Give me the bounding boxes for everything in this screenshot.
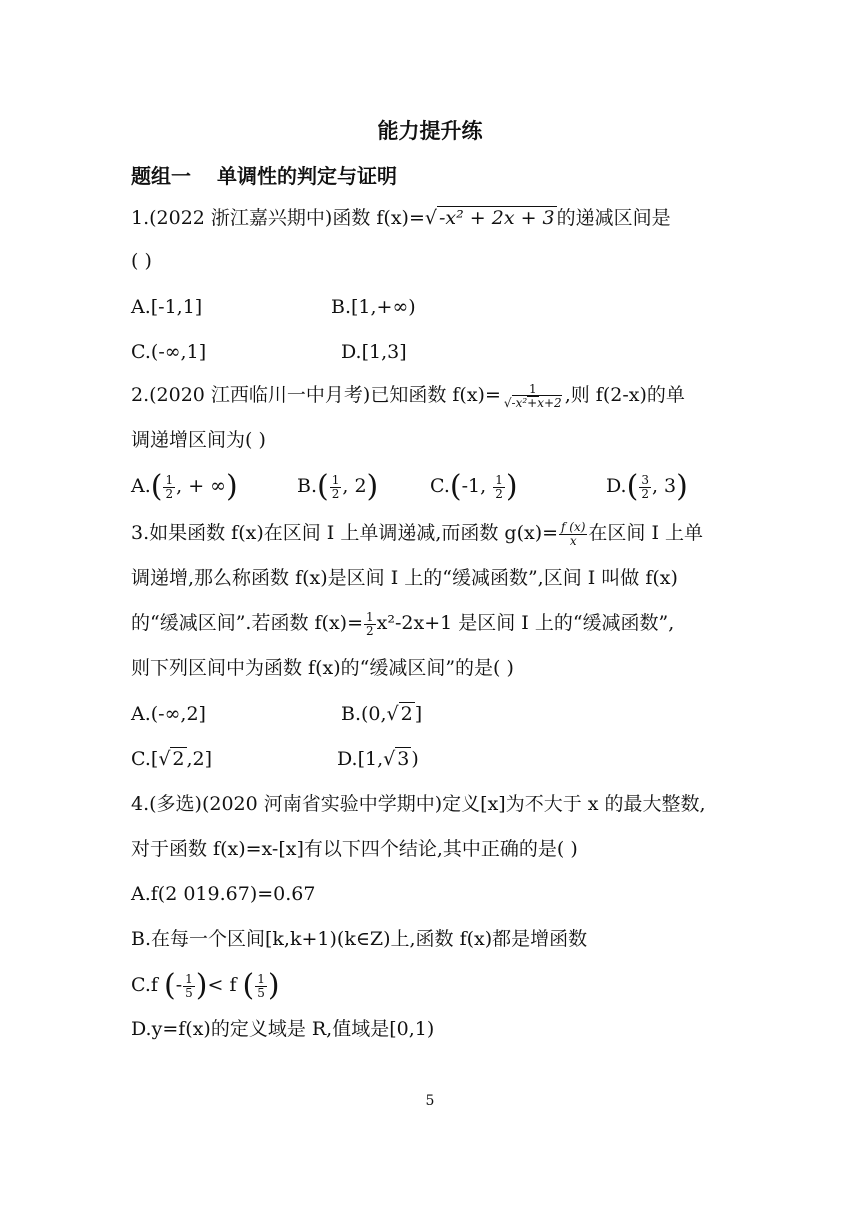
q2-option-b: B.( $\frac{1}{2}$ , 2)	[297, 469, 379, 504]
q2-fraction: $\frac{1}{\text{√-x²+x+2}}$	[503, 381, 562, 410]
q4-option-b: B.在每一个区间[k,k+1)(k∈Z)上,函数 f(x)都是增函数	[131, 928, 588, 950]
page-number: 5	[425, 1093, 435, 1109]
q2-prefix: 2.(2020 江西临川一中月考)已知函数 f(x)=	[131, 384, 501, 406]
q1-stem	[131, 203, 671, 233]
q3-f-fraction: $\frac{1}{2}$	[366, 609, 374, 638]
q2-suffix: ,则 f(2-x)的单	[564, 384, 685, 406]
q1-sqrt: √ -x² + 2x + 3	[424, 207, 555, 229]
section-name: 单调性的判定与证明	[217, 164, 397, 188]
q3-stem-line4: 则下列区间中为函数 f(x)的“缓减区间”的是( )	[131, 657, 514, 679]
q1-prefix: 1.(2022 浙江嘉兴期中)函数 f(x)=	[131, 207, 425, 229]
page-title: 能力提升练	[377, 119, 483, 143]
q1-option-b: B.[1,+∞)	[331, 296, 416, 318]
q1-suffix: 的递减区间是	[556, 207, 671, 229]
q2-option-a: A.( $\frac{1}{2}$ , + ∞)	[131, 469, 238, 504]
q3-g-fraction: $\frac{f (x)}{x}$	[561, 519, 586, 548]
q4-option-a: A.f(2 019.67)=0.67	[131, 883, 316, 905]
q2-option-c: C.(-1, $\frac{1}{2}$ )	[430, 469, 518, 504]
section-label: 题组一	[131, 164, 191, 188]
section-heading	[131, 160, 397, 189]
q3-stem-line3: 的“缓减区间”.若函数 f(x)= $\frac{1}{2}$ x²-2x+1 是区间 I 上的“缓减函数”,	[131, 609, 675, 638]
q2-stem	[131, 380, 685, 410]
q1-option-d: D.[1,3]	[341, 341, 407, 363]
q4-option-c: C.f (- $\frac{1}{5}$ )< f ( $\frac{1}{5}$ )	[131, 968, 280, 1003]
q1-answer-paren: ( )	[131, 250, 152, 272]
q3-option-c: C.[√ 2 ,2]	[131, 748, 213, 770]
q3-option-a: A.(-∞,2]	[131, 703, 206, 725]
q4-stem-line2: 对于函数 f(x)=x-[x]有以下四个结论,其中正确的是( )	[131, 838, 578, 860]
q2-stem-line2: 调递增区间为( )	[131, 429, 266, 451]
q3-option-b: B.(0,√ 2 ]	[341, 703, 423, 725]
q2-option-d: D.( $\frac{3}{2}$ , 3)	[606, 469, 688, 504]
q4-option-d: D.y=f(x)的定义域是 R,值域是[0,1)	[131, 1018, 435, 1040]
q1-option-a: A.[-1,1]	[131, 296, 203, 318]
q3-stem-line2: 调递增,那么称函数 f(x)是区间 I 上的“缓减函数”,区间 I 叫做 f(x)	[131, 567, 678, 589]
q3-stem-line1: 3.如果函数 f(x)在区间 I 上单调递减,而函数 g(x)= $\frac{f (x)}{x}$ 在区间 I 上单	[131, 519, 704, 548]
q4-stem-line1: 4.(多选)(2020 河南省实验中学期中)定义[x]为不大于 x 的最大整数,	[131, 793, 706, 815]
q1-option-c: C.(-∞,1]	[131, 341, 207, 363]
q1-radicand: -x² + 2x + 3	[439, 207, 555, 229]
q3-option-d: D.[1,√ 3 )	[337, 748, 419, 770]
